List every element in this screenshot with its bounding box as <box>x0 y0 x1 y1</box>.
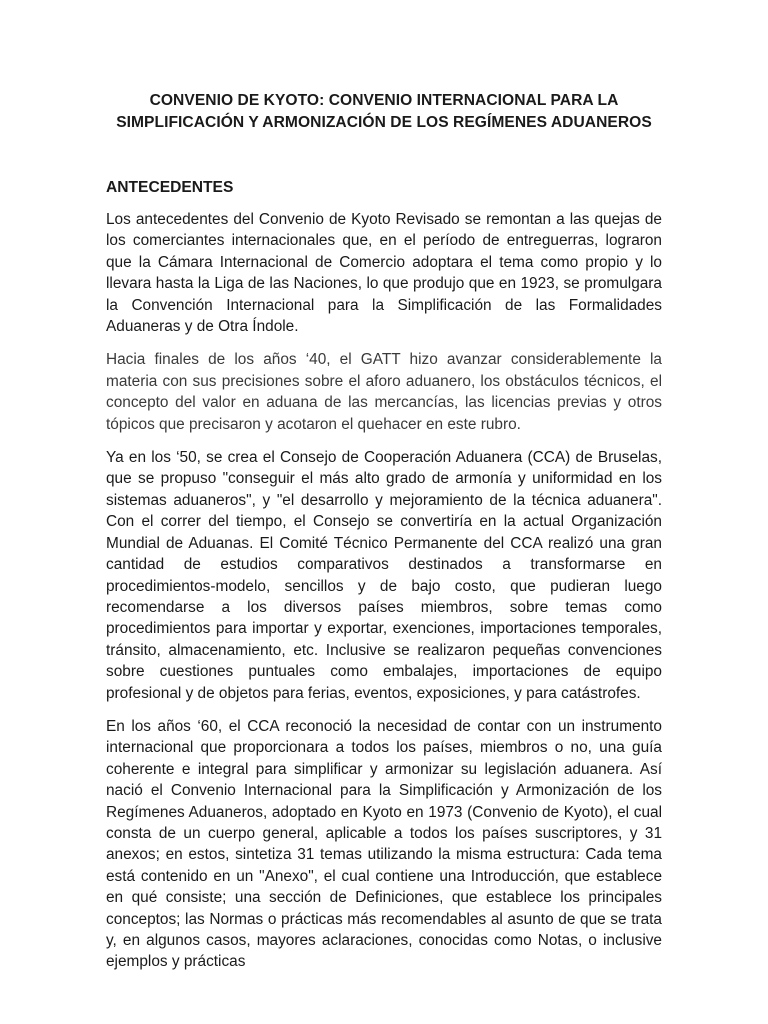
paragraph-1: Los antecedentes del Convenio de Kyoto Revisado se remontan a las quejas de los comerciantes internacionales que, en el período de entreguerras, lograron que la Cámara Internacional de Comercio adoptara el tema como propio y lo llevara hasta la Liga de las Naciones, lo que produjo que en 1923, se promulgara la Convención Internacional para la Simplificación de las Formalidades Aduaneras y de Otra Índole. <box>106 211 662 336</box>
document-title <box>106 90 662 134</box>
section-heading: ANTECEDENTES <box>106 179 234 196</box>
paragraph-2: Hacia finales de los años ‘40, el GATT hizo avanzar considerablemente la materia con sus precisiones sobre el aforo aduanero, los obstáculos técnicos, el concepto del valor en aduana de las mercancías, las licencias previas y otros tópicos que precisaron y acotaron el quehacer en este rubro. <box>106 351 662 433</box>
paragraph-4: En los años ‘60, el CCA reconoció la necesidad de contar con un instrumento internacional que proporcionara a todos los países, miembros o no, una guía coherente e integral para simplificar y armonizar su legislación aduanera. Así nació el Convenio Internacional para la Simplificación y Armonización de los Regímenes Aduaneros, adoptado en Kyoto en 1973 (Convenio de Kyoto), el cual consta de un cuerpo general, aplicable a todos los países suscriptores, y 31 anexos; en estos, sintetiza 31 temas utilizando la misma estructura: Cada tema está contenido en un "Anexo", el cual contiene una Introducción, que establece en qué consiste; una sección de Definiciones, que establece los principales conceptos; las Normas o prácticas más recomendables al asunto de que se trata y, en algunos casos, mayores aclaraciones, conocidas como Notas, o inclusive ejemplos y prácticas <box>106 717 662 971</box>
document-body <box>106 209 662 985</box>
document-title-line-1: CONVENIO DE KYOTO: CONVENIO INTERNACIONAL PARA LA <box>149 92 619 109</box>
document-title-line-2: SIMPLIFICACIÓN Y ARMONIZACIÓN DE LOS REGÍMENES ADUANEROS <box>116 114 652 131</box>
paragraph-3: Ya en los ‘50, se crea el Consejo de Cooperación Aduanera (CCA) de Bruselas, que se propuso "conseguir el más alto grado de armonía y uniformidad en los sistemas aduaneros", y "el desarrollo y mejoramiento de la técnica aduanera". Con el correr del tiempo, el Consejo se convertiría en la actual Organización Mundial de Aduanas. El Comité Técnico Permanente del CCA realizó una gran cantidad de estudios comparativos destinados a transformarse en procedimientos-modelo, sencillos y de bajo costo, que pudieran luego recomendarse a los diversos países miembros, sobre temas como procedimientos para importar y exportar, exenciones, importaciones temporales, tránsito, almacenamiento, etc. Inclusive se realizaron pequeñas convenciones sobre cuestiones puntuales como embalajes, importaciones de equipo profesional y de objetos para ferias, eventos, exposiciones, y para catástrofes. <box>106 449 662 702</box>
